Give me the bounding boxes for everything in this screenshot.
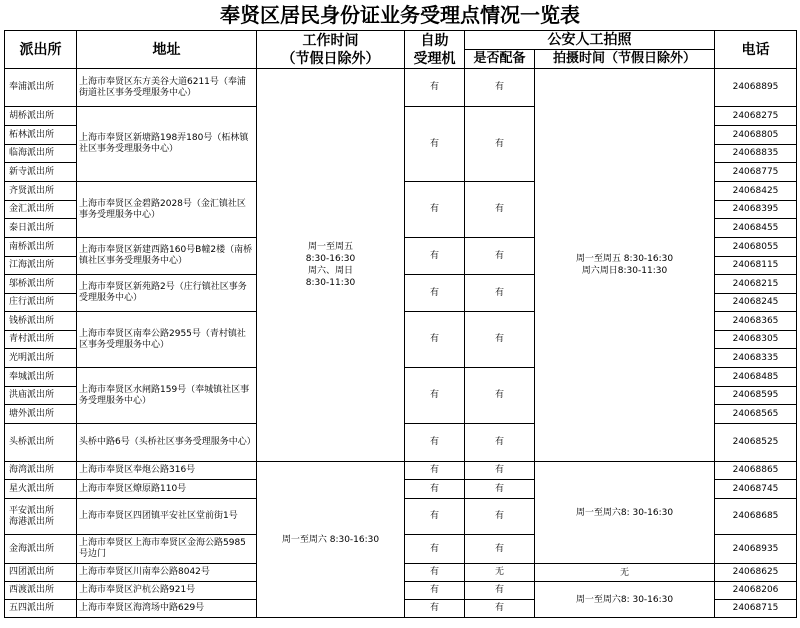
header-phone: 电话 xyxy=(715,31,797,69)
self-service-status: 有 xyxy=(405,312,465,368)
self-service-status: 有 xyxy=(405,69,465,107)
self-service-status: 有 xyxy=(405,462,465,480)
photo-equipped-status: 有 xyxy=(465,499,535,535)
station-name: 奉浦派出所 xyxy=(5,69,77,107)
station-name: 邬桥派出所 xyxy=(5,275,77,294)
photo-equipped-status: 有 xyxy=(465,69,535,107)
address: 上海市奉贤区沪杭公路921号 xyxy=(77,582,257,600)
station-name: 齐贤派出所 xyxy=(5,182,77,201)
photo-hours: 无 xyxy=(535,564,715,582)
address: 上海市奉贤区燎原路110号 xyxy=(77,480,257,499)
phone-number: 24068775 xyxy=(715,163,797,182)
phone-number: 24068455 xyxy=(715,219,797,238)
phone-number: 24068335 xyxy=(715,349,797,368)
header-work-time-label: 工作时间 xyxy=(302,32,359,49)
photo-equipped-status: 有 xyxy=(465,582,535,600)
phone-number: 24068245 xyxy=(715,294,797,312)
station-name: 泰日派出所 xyxy=(5,219,77,238)
photo-equipped-status: 有 xyxy=(465,107,535,182)
self-service-status: 有 xyxy=(405,107,465,182)
station-name: 西渡派出所 xyxy=(5,582,77,600)
station-name: 临海派出所 xyxy=(5,145,77,163)
header-work-time-note: （节假日除外） xyxy=(281,50,380,67)
table-row xyxy=(5,462,797,480)
header-self-service-line2: 受理机 xyxy=(413,50,456,67)
phone-number: 24068865 xyxy=(715,462,797,480)
phone-number: 24068055 xyxy=(715,238,797,257)
station-name: 洪庙派出所 xyxy=(5,387,77,405)
phone-number: 24068305 xyxy=(715,331,797,349)
photo-equipped-status: 有 xyxy=(465,368,535,424)
photo-equipped-status: 有 xyxy=(465,275,535,312)
photo-equipped-status: 有 xyxy=(465,182,535,238)
photo-equipped-status: 有 xyxy=(465,462,535,480)
phone-number: 24068625 xyxy=(715,564,797,582)
header-station: 派出所 xyxy=(5,31,77,69)
station-name: 奉城派出所 xyxy=(5,368,77,387)
self-service-status: 有 xyxy=(405,238,465,275)
phone-number: 24068275 xyxy=(715,107,797,126)
phone-number: 24068565 xyxy=(715,405,797,424)
header-work-time xyxy=(257,31,405,69)
self-service-status: 有 xyxy=(405,600,465,618)
address: 上海市奉贤区金碧路2028号（金汇镇社区事务受理服务中心） xyxy=(77,182,257,238)
phone-number: 24068425 xyxy=(715,182,797,201)
photo-equipped-status: 有 xyxy=(465,535,535,564)
header-address: 地址 xyxy=(77,31,257,69)
table-body xyxy=(5,69,797,618)
address: 上海市奉贤区奉炮公路316号 xyxy=(77,462,257,480)
phone-number: 24068215 xyxy=(715,275,797,294)
phone-number: 24068395 xyxy=(715,201,797,219)
photo-equipped-status: 有 xyxy=(465,600,535,618)
station-name: 胡桥派出所 xyxy=(5,107,77,126)
station-name: 海港派出所 xyxy=(9,516,55,527)
self-service-status: 有 xyxy=(405,368,465,424)
phone-number: 24068805 xyxy=(715,126,797,145)
photo-hours: 周一至周五 8:30-16:30 周六周日8:30-11:30 xyxy=(535,69,715,462)
page-title: 奉贤区居民身份证业务受理点情况一览表 xyxy=(220,3,580,27)
self-service-status: 有 xyxy=(405,182,465,238)
address: 上海市奉贤区新建西路160号B幢2楼（南桥镇社区事务受理服务中心） xyxy=(77,238,257,275)
phone-number: 24068895 xyxy=(715,69,797,107)
self-service-status: 有 xyxy=(405,480,465,499)
station-name: 四团派出所 xyxy=(5,564,77,582)
address: 上海市奉贤区上海市奉贤区金海公路5985号边门 xyxy=(77,535,257,564)
photo-hours: 周一至周六8: 30-16:30 xyxy=(535,582,715,618)
self-service-status: 有 xyxy=(405,275,465,312)
station-name: 江海派出所 xyxy=(5,257,77,275)
work-hours: 周一至周五 8:30-16:30 周六、周日 8:30-11:30 xyxy=(257,69,405,462)
station-name: 庄行派出所 xyxy=(5,294,77,312)
photo-equipped-status: 无 xyxy=(465,564,535,582)
header-equipped: 是否配备 xyxy=(465,50,535,69)
station-name: 海湾派出所 xyxy=(5,462,77,480)
station-name: 南桥派出所 xyxy=(5,238,77,257)
photo-equipped-status: 有 xyxy=(465,312,535,368)
photo-equipped-status: 有 xyxy=(465,424,535,462)
phone-number: 24068206 xyxy=(715,582,797,600)
phone-number: 24068485 xyxy=(715,368,797,387)
header-police-photo: 公安人工拍照 xyxy=(465,31,715,50)
station-name: 青村派出所 xyxy=(5,331,77,349)
self-service-status: 有 xyxy=(405,499,465,535)
phone-number: 24068745 xyxy=(715,480,797,499)
phone-number: 24068365 xyxy=(715,312,797,331)
phone-number: 24068835 xyxy=(715,145,797,163)
phone-number: 24068525 xyxy=(715,424,797,462)
header-photo-time: 拍摄时间（节假日除外） xyxy=(535,50,715,69)
station-name: 柘林派出所 xyxy=(5,126,77,145)
station-name: 五四派出所 xyxy=(5,600,77,618)
work-hours: 周一至周六 8:30-16:30 xyxy=(257,462,405,618)
service-points-table xyxy=(4,30,797,618)
address: 上海市奉贤区四团镇平安社区堂前街1号 xyxy=(77,499,257,535)
station-name: 钱桥派出所 xyxy=(5,312,77,331)
station-name: 塘外派出所 xyxy=(5,405,77,424)
photo-equipped-status: 有 xyxy=(465,480,535,499)
station-name: 新寺派出所 xyxy=(5,163,77,182)
station-name: 光明派出所 xyxy=(5,349,77,368)
address: 上海市奉贤区新塘路198弄180号（柘林镇社区事务受理服务中心） xyxy=(77,107,257,182)
station-name: 平安派出所 xyxy=(9,505,55,516)
station-name: 头桥派出所 xyxy=(5,424,77,462)
address: 头桥中路6号（头桥社区事务受理服务中心） xyxy=(77,424,257,462)
phone-number: 24068115 xyxy=(715,257,797,275)
self-service-status: 有 xyxy=(405,564,465,582)
address: 上海市奉贤区川南奉公路8042号 xyxy=(77,564,257,582)
self-service-status: 有 xyxy=(405,582,465,600)
address: 上海市奉贤区新苑路2号（庄行镇社区事务受理服务中心） xyxy=(77,275,257,312)
table-row xyxy=(5,69,797,107)
phone-number: 24068595 xyxy=(715,387,797,405)
address: 上海市奉贤区水闸路159号（奉城镇社区事务受理服务中心） xyxy=(77,368,257,424)
phone-number: 24068935 xyxy=(715,535,797,564)
address: 上海市奉贤区海湾场中路629号 xyxy=(77,600,257,618)
phone-number: 24068715 xyxy=(715,600,797,618)
station-names xyxy=(5,499,77,535)
header-self-service-line1: 自助 xyxy=(420,32,449,49)
header-self-service xyxy=(405,31,465,69)
phone-number: 24068685 xyxy=(715,499,797,535)
station-name: 金海派出所 xyxy=(5,535,77,564)
photo-equipped-status: 有 xyxy=(465,238,535,275)
address: 上海市奉贤区东方美谷大道6211号（奉浦街道社区事务受理服务中心） xyxy=(77,69,257,107)
self-service-status: 有 xyxy=(405,535,465,564)
address: 上海市奉贤区南奉公路2955号（青村镇社区事务受理服务中心） xyxy=(77,312,257,368)
self-service-status: 有 xyxy=(405,424,465,462)
station-name: 星火派出所 xyxy=(5,480,77,499)
photo-hours: 周一至周六8: 30-16:30 xyxy=(535,462,715,564)
station-name: 金汇派出所 xyxy=(5,201,77,219)
